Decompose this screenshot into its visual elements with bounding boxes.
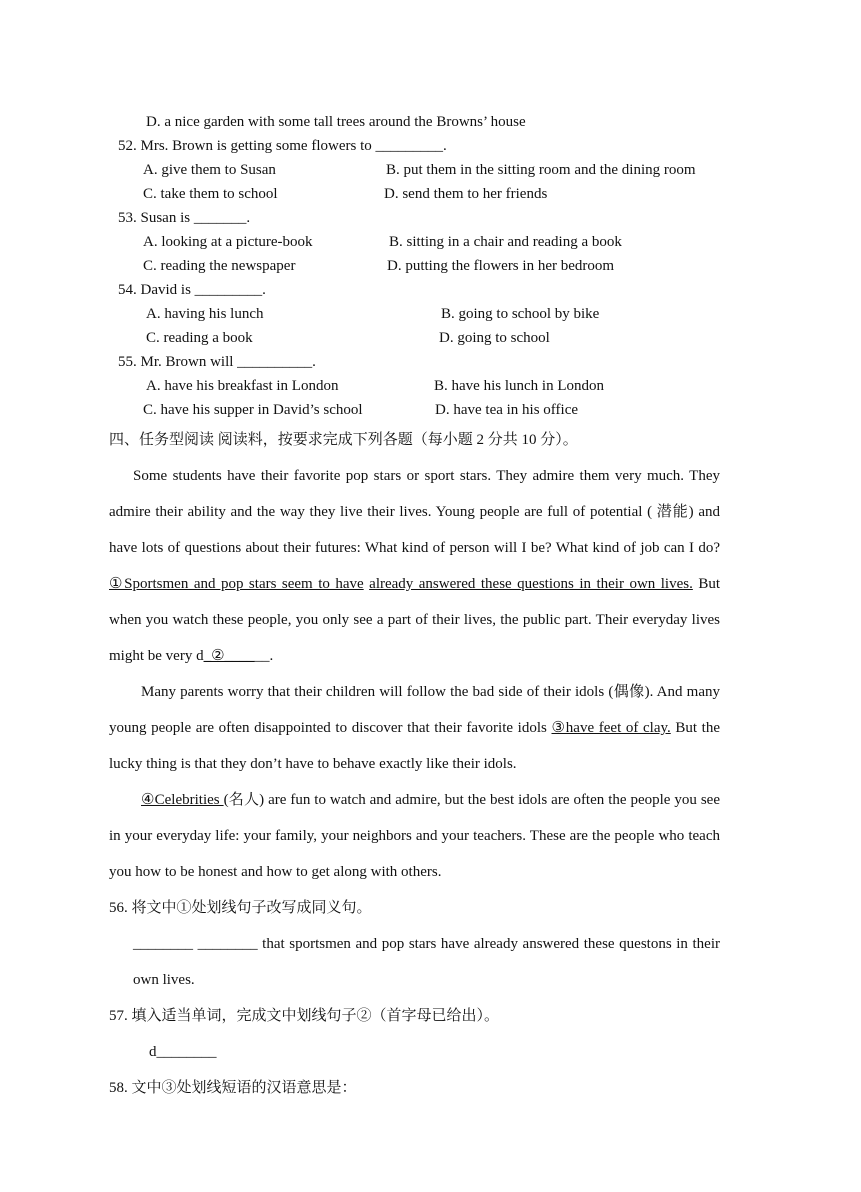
- q54-stem: 54. David is _________.: [118, 282, 266, 298]
- q52-option-c: C. take them to school: [143, 186, 278, 202]
- underlined-word-4: ④Celebrities: [141, 792, 224, 808]
- q54-option-a: A. having his lunch: [146, 306, 264, 322]
- q55-option-b: B. have his lunch in London: [434, 378, 604, 394]
- p3-text-a: (名人) are fun to watch and admire, but the best idols are often the people you see in your everyday life: your family, your neighbors and your teachers. These are the people who teach you how to be honest and how to get along with others.: [109, 792, 720, 880]
- q58-stem: 58. 文中③处划线短语的汉语意思是：: [109, 1080, 357, 1096]
- q56-stem: 56. 将文中①处划线句子改写成同义句。: [109, 900, 372, 916]
- underlined-sentence-1b: already answered these questions in their own lives.: [369, 576, 693, 592]
- passage-paragraph-3: [109, 782, 720, 890]
- p1-text-a: Some students have their favorite pop stars or sport stars. They admire them very much. They admire their ability and the way they live their lives. Young people are full of potential ( 潜能) and have lots of questions about their futures: What kind of person will I be? What kind of job can I do?: [109, 468, 720, 556]
- q55-stem: 55. Mr. Brown will __________.: [118, 354, 316, 370]
- q54-option-d: D. going to school: [439, 330, 550, 346]
- q54-option-c: C. reading a book: [146, 330, 253, 346]
- underlined-sentence-1a: ①Sportsmen and pop stars seem to have: [109, 576, 364, 592]
- q52-option-d: D. send them to her friends: [384, 186, 548, 202]
- q55-option-c: C. have his supper in David’s school: [143, 402, 363, 418]
- q57-stem: 57. 填入适当单词，完成文中划线句子②（首字母已给出）。: [109, 1008, 500, 1024]
- q53-stem: 53. Susan is _______.: [118, 210, 251, 226]
- q53-option-d: D. putting the flowers in her bedroom: [387, 258, 615, 274]
- q55-option-d: D. have tea in his office: [435, 402, 579, 418]
- blank-2: _②____: [203, 648, 255, 664]
- p2-text-b: But the lucky thing is that they don’t have to behave exactly like their idols.: [109, 720, 721, 772]
- q54-option-b: B. going to school by bike: [441, 306, 600, 322]
- q57-answer-blank: d________: [149, 1044, 217, 1060]
- passage-paragraph-1: [109, 458, 720, 674]
- q52-stem: 52. Mrs. Brown is getting some flowers to _________.: [118, 138, 447, 154]
- p1-text-b: But when you watch these people, you only see a part of their lives, the public part. Their everyday lives might be very d: [109, 576, 720, 664]
- section-heading: 四、任务型阅读 阅读料，按要求完成下列各题（每小题 2 分共 10 分）。: [109, 432, 578, 448]
- q52-option-a: A. give them to Susan: [143, 162, 276, 178]
- q53-option-a: A. looking at a picture-book: [143, 234, 313, 250]
- q53-option-b: B. sitting in a chair and reading a book: [389, 234, 622, 250]
- p2-text-a: Many parents worry that their children will follow the bad side of their idols (偶像). And many young people are often disappointed to discover that their favorite idols: [109, 684, 720, 736]
- underlined-phrase-3: ③have feet of clay.: [551, 720, 671, 736]
- q52-option-b: B. put them in the sitting room and the dining room: [386, 162, 696, 178]
- p1-end: __.: [254, 648, 274, 664]
- q55-option-a: A. have his breakfast in London: [146, 378, 339, 394]
- q53-option-c: C. reading the newspaper: [143, 258, 296, 274]
- q56-answer-line: ________ ________ that sportsmen and pop stars have already answered these questons in their own lives.: [133, 936, 720, 988]
- q51-option-d: D. a nice garden with some tall trees around the Browns’ house: [146, 114, 526, 130]
- passage-paragraph-2: [109, 674, 720, 782]
